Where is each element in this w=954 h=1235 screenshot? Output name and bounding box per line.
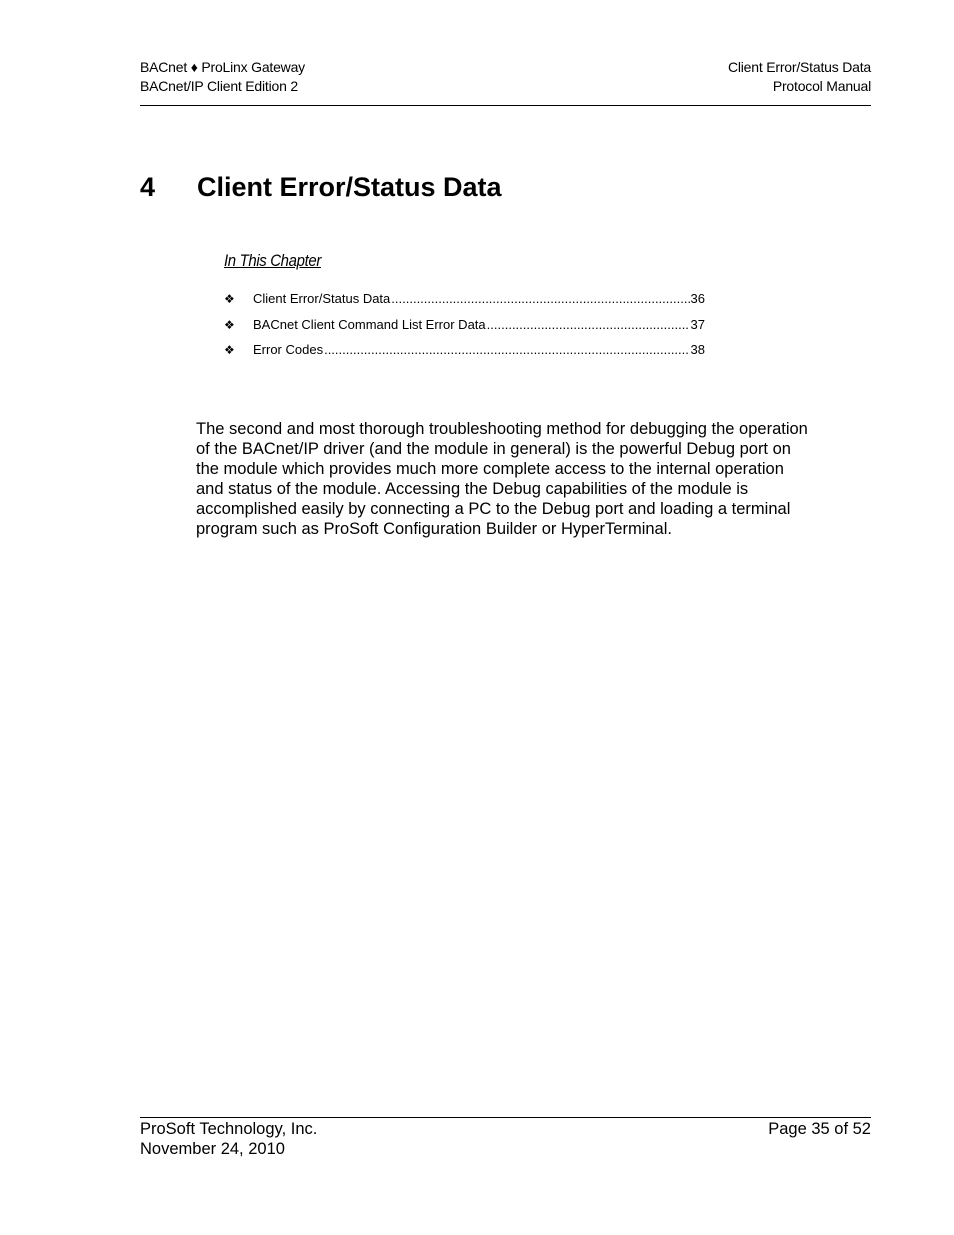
header-right xyxy=(728,58,871,96)
toc-item-page: 37 xyxy=(690,316,705,332)
chapter-heading xyxy=(140,170,502,204)
chapter-number: 4 xyxy=(140,172,156,202)
toc-item-title: Error Codes xyxy=(253,342,324,357)
in-this-chapter-heading: In This Chapter xyxy=(224,251,322,270)
toc-item-page: 36 xyxy=(690,291,705,306)
header-edition: BACnet/IP Client Edition 2 xyxy=(140,78,298,94)
diamond-bullet-icon: ❖ xyxy=(224,292,235,306)
page-footer xyxy=(140,1117,871,1159)
footer-company: ProSoft Technology, Inc. xyxy=(140,1120,318,1138)
toc-leader-dots xyxy=(391,289,689,308)
page-header xyxy=(140,58,871,106)
chapter-title: Client Error/Status Data xyxy=(197,172,502,202)
diamond-bullet-icon: ❖ xyxy=(224,343,235,357)
header-product-name: BACnet ♦ ProLinx Gateway xyxy=(140,59,305,75)
header-left xyxy=(140,58,305,96)
toc-item-command-list-error-data[interactable] xyxy=(224,315,705,341)
footer-right xyxy=(768,1120,871,1140)
chapter-toc xyxy=(224,289,705,366)
footer-page-number: Page 35 of 52 xyxy=(768,1120,871,1138)
toc-item-error-codes[interactable] xyxy=(224,340,705,366)
toc-item-page: 38 xyxy=(690,342,705,357)
header-section-title: Client Error/Status Data xyxy=(727,59,871,75)
toc-leader-dots xyxy=(324,340,689,359)
diamond-bullet-icon: ❖ xyxy=(224,317,235,332)
toc-leader-dots xyxy=(487,315,690,334)
toc-item-title: BACnet Client Command List Error Data xyxy=(253,316,486,332)
toc-item-client-error-status-data[interactable] xyxy=(224,289,705,315)
body-paragraph: The second and most thorough troubleshooting method for debugging the operation of the BACnet/IP driver (and the module in general) is the powerful Debug port on the module which provides much more complete access to the internal operation and status of the module. Accessing the Debug capabilities of the module is accomplished easily by connecting a PC to the Debug port and loading a terminal program such as ProSoft Configuration Builder or HyperTerminal. xyxy=(196,420,808,538)
toc-item-title: Client Error/Status Data xyxy=(253,291,391,306)
footer-date: November 24, 2010 xyxy=(140,1139,285,1158)
header-manual-type: Protocol Manual xyxy=(772,78,871,94)
footer-left xyxy=(140,1120,317,1159)
